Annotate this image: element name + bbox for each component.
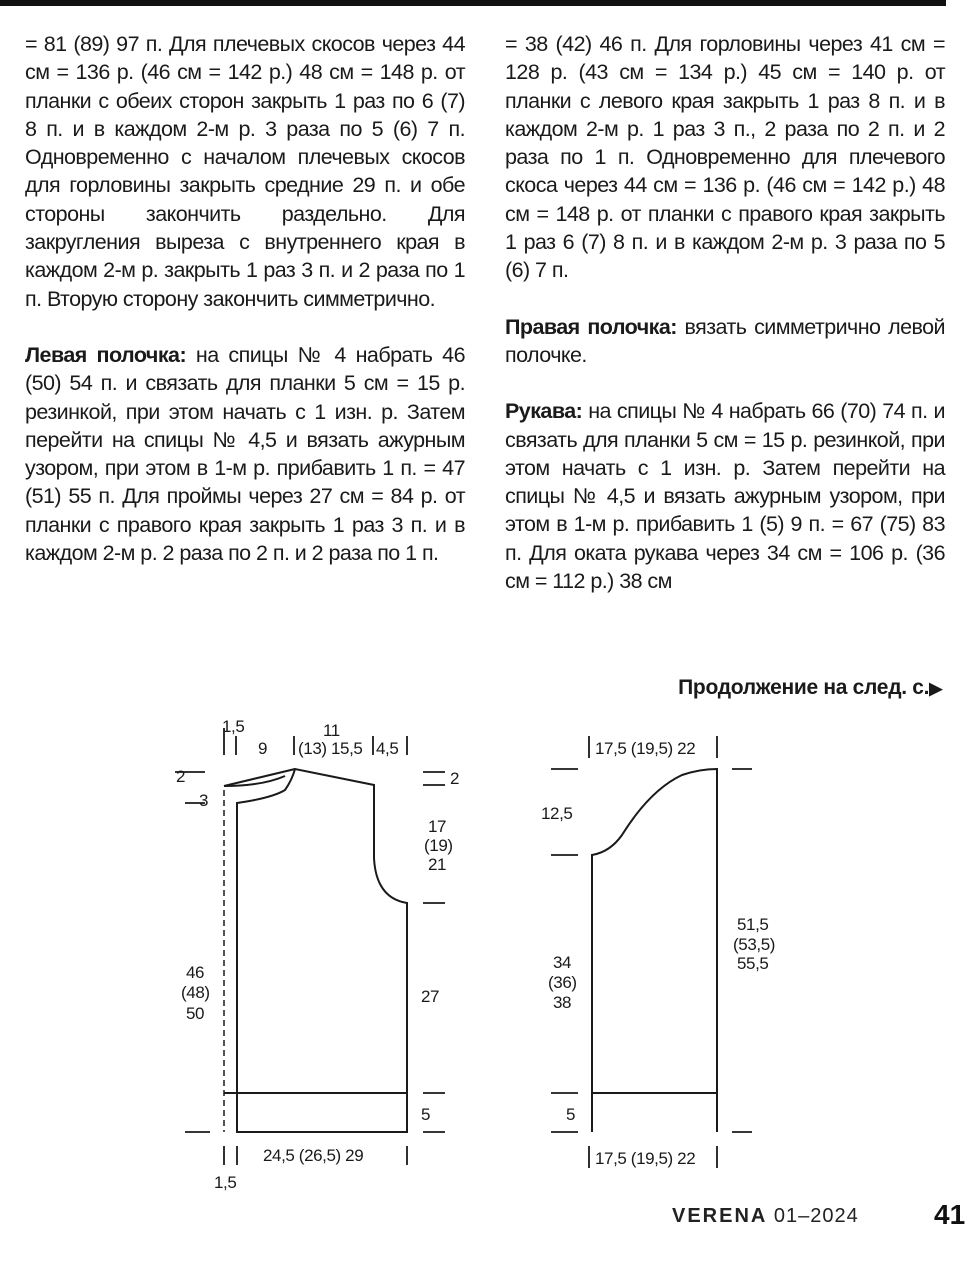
- front-label-top-13-155: (13) 15,5: [298, 739, 363, 758]
- sleeve-label-side-36: (36): [548, 973, 577, 992]
- sleeve-label-total-555: 55,5: [737, 954, 769, 973]
- footer-issue: [672, 1205, 859, 1228]
- front-label-bottom-width: 24,5 (26,5) 29: [263, 1146, 364, 1165]
- front-label-right-2: 2: [450, 769, 460, 788]
- front-label-armhole-21: 21: [428, 855, 447, 874]
- section-text-right-front: вязать симметрично левой полочке.: [505, 314, 945, 367]
- sleeve-label-band-5: 5: [566, 1105, 576, 1124]
- sleeve-label-total-515: 51,5: [737, 915, 769, 934]
- front-label-top-11: 11: [323, 721, 340, 740]
- sleeve-label-cap-125: 12,5: [541, 804, 573, 823]
- front-label-top-15: 1,5: [222, 717, 245, 736]
- paragraph-back-neckline: = 81 (89) 97 п. Для плечевых скосов через 44 см = 136 р. (46 см = 142 р.) 48 см = 148 р. от планки с обеих сторон закрыть 1 раз по 6 (7) 8 п. и в каждом 2-м р. 3 раза по 5 (6) 7 п. Одновременно с началом плечевых скосов для горловины закрыть средние 29 п. и обе стороны закончить раздельно. Для закругления выреза с внутреннего края в каждом 2-м р. закрыть 1 раз 3 п. и 2 раза по 1 п. Вторую сторону закончить симметрично.: [25, 32, 465, 311]
- front-label-length-48: (48): [181, 983, 210, 1002]
- sleeve-outline: [592, 769, 717, 1132]
- sleeve-label-total-535: (53,5): [733, 935, 776, 954]
- front-label-length-46: 46: [186, 963, 205, 982]
- sleeve-label-top-width: 17,5 (19,5) 22: [595, 739, 696, 758]
- front-label-armhole-19: (19): [424, 836, 453, 855]
- section-text-left-front: на спицы № 4 набрать 46 (50) 54 п. и связать для планки 5 см = 15 р. резинкой, при этом начать с 1 изн. р. Затем перейти на спицы № 4,5 и вязать ажурным узором, при этом в 1-м р. прибавить 1 п. = 47 (51) 55 п. Для проймы через 27 см = 84 р. от планки с правого края закрыть 1 раз 3 п. и в каждом 2-м р. 2 раза по 2 п. и 2 раза по 1 п.: [25, 342, 465, 566]
- section-text-sleeves: на спицы № 4 набрать 66 (70) 74 п. и связать для планки 5 см = 15 р. резинкой, при этом начать с 1 изн. р. Затем перейти на спицы № 4,5 и вязать ажурным узором, при этом в 1-м р. прибавить 1 (5) 9 п. = 67 (75) 83 п. Для оката рукава через 34 см = 106 р. (36 см = 112 р.) 38 см: [505, 399, 945, 594]
- section-heading-left-front: Левая полочка:: [25, 342, 187, 367]
- section-heading-right-front: Правая полочка:: [505, 314, 677, 339]
- front-label-band-5: 5: [421, 1105, 431, 1124]
- front-label-left-3: 3: [199, 791, 209, 810]
- front-label-top-45: 4,5: [376, 739, 399, 758]
- sleeve-label-bottom-width: 17,5 (19,5) 22: [595, 1149, 696, 1168]
- front-label-left-2: 2: [176, 767, 186, 786]
- front-label-length-50: 50: [186, 1004, 205, 1023]
- front-label-armhole-17: 17: [428, 817, 447, 836]
- front-label-bottom-15: 1,5: [214, 1173, 237, 1192]
- arrow-right-icon: ▶: [929, 679, 942, 698]
- magazine-brand: VERENA: [672, 1205, 768, 1227]
- magazine-issue: 01–2024: [773, 1205, 859, 1227]
- sleeve-label-side-38: 38: [553, 993, 572, 1012]
- continuation-text: Продолжение на след. с.: [678, 676, 930, 699]
- section-heading-sleeves: Рукава:: [505, 399, 583, 424]
- paragraph-left-front-continued: = 38 (42) 46 п. Для горловины через 41 см = 128 р. (43 см = 134 р.) 45 см = 140 р. от планки с левого края закрыть 1 раз 8 п. и в каждом 2-м р. 1 раз 3 п., 2 раза по 2 п. и 2 раза по 1 п. Одновременно для плечевого скоса через 44 см = 136 р. (46 см = 142 р.) 48 см = 148 р. от планки с правого края закрыть 1 раз 6 (7) 8 п. и в каждом 2-м р. 3 раза по 5 (6) 7 п.: [505, 32, 945, 283]
- page-number: 41: [934, 1199, 966, 1230]
- front-label-top-9: 9: [258, 739, 268, 758]
- front-label-side-27: 27: [421, 987, 440, 1006]
- sleeve-label-side-34: 34: [553, 953, 572, 972]
